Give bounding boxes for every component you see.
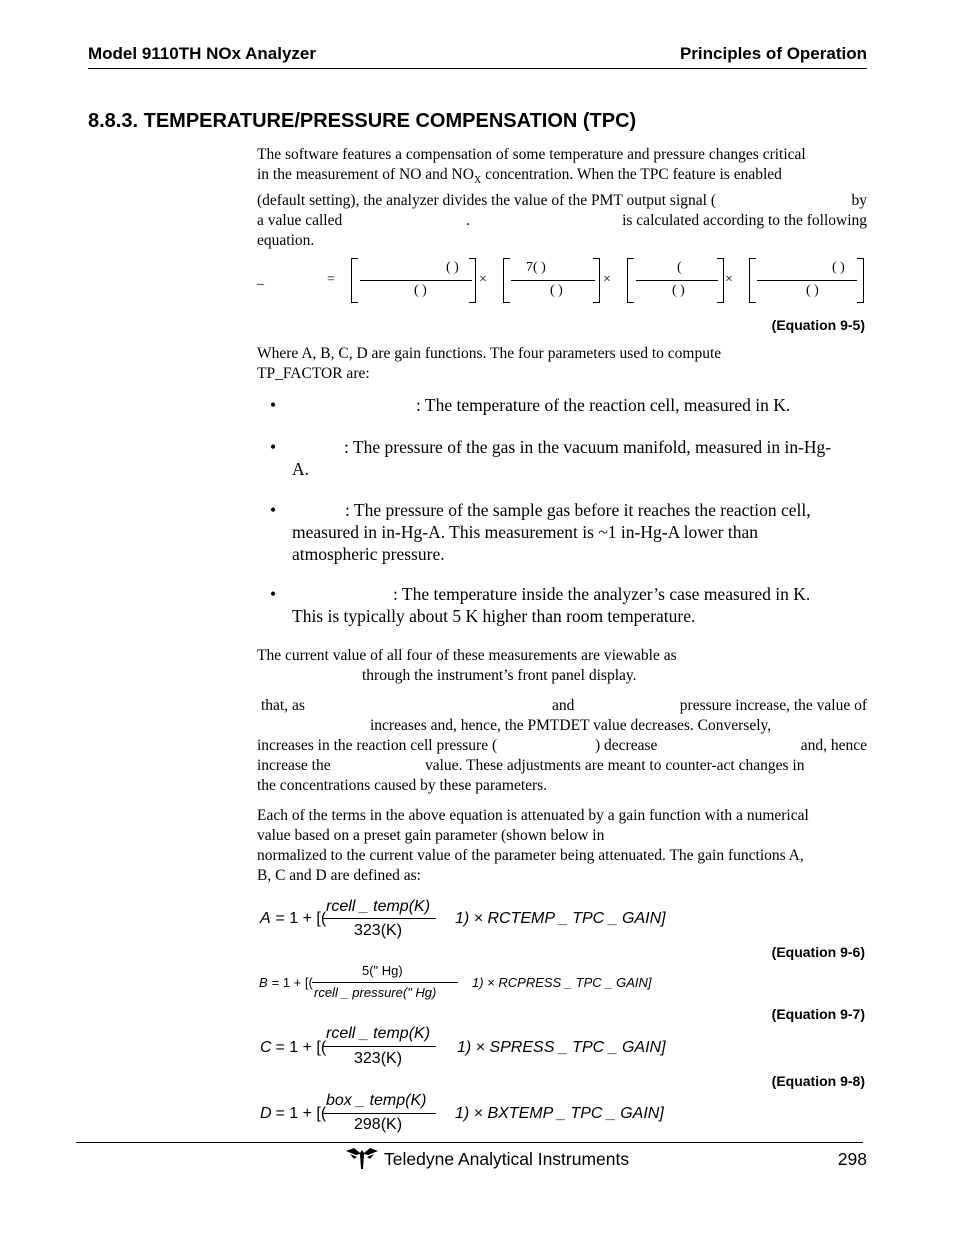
- intro-line-4: [257, 211, 867, 231]
- bracket-right-2: [593, 258, 600, 303]
- f2-fraction-line: [511, 280, 595, 281]
- eq-a-numerator: rcell _ temp(K): [326, 898, 431, 915]
- tpc-lhs: _: [257, 272, 264, 287]
- times-1: ×: [479, 272, 487, 287]
- that-line-1a: that, as: [261, 697, 305, 714]
- bullet-dot: •: [270, 395, 277, 415]
- where-line-1: Where A, B, C, D are gain functions. The four parameters used to compute: [257, 345, 722, 362]
- header-section: Principles of Operation: [679, 44, 867, 63]
- eq-c-tail: 1) × SPRESS _ TPC _ GAIN]: [457, 1039, 666, 1056]
- gain-paragraph: [257, 806, 867, 886]
- bullet-rcell-pressure-line-2: A.: [292, 459, 310, 479]
- bullet-sample-pressure-line-3: atmospheric pressure.: [292, 544, 445, 564]
- tpc-equals: =: [327, 272, 335, 287]
- intro-line-2: [257, 165, 867, 191]
- bracket-left-4: [749, 258, 756, 303]
- each-line-2: value based on a preset gain parameter (shown below in: [257, 827, 605, 844]
- bullet-dot: •: [270, 437, 277, 457]
- eq-c-numerator: rcell _ temp(K): [326, 1025, 431, 1042]
- f4-denominator: ( ): [806, 283, 819, 298]
- eq-c-lhs: C: [260, 1039, 272, 1056]
- intro-line-3: [257, 191, 867, 211]
- eq-b-lhs: B: [259, 975, 268, 990]
- intro-line-2a: in the measurement of NO and NO: [257, 166, 474, 183]
- that-line-3b: ) decrease: [595, 737, 658, 754]
- f2-numerator: 7( ): [526, 260, 546, 275]
- nox-subscript: X: [473, 175, 482, 187]
- eq-c-head: = 1 + [(: [271, 1039, 327, 1056]
- intro-line-5: equation.: [257, 232, 315, 250]
- f4-fraction-line: [757, 280, 857, 281]
- eq-b-denominator: rcell _ pressure(" Hg): [314, 985, 437, 1000]
- that-line-3a: increases in the reaction cell pressure (: [257, 737, 498, 754]
- each-line-4: B, C and D are defined as:: [257, 867, 421, 884]
- intro-line-4c: is calculated according to the following: [622, 212, 867, 230]
- bullet-box-temp-line-2: This is typically about 5 K higher than room temperature.: [292, 606, 696, 626]
- intro-line-3a: (default setting), the analyzer divides the value of the PMT output signal (: [257, 192, 716, 210]
- bullet-rcell-temp: : The temperature of the reaction cell, measured in K.: [416, 395, 791, 415]
- current-line-1: The current value of all four of these measurements are viewable as: [257, 647, 677, 664]
- eq-c-fraction-line: [322, 1046, 436, 1047]
- bracket-left-2: [503, 258, 510, 303]
- intro-line-1: The software features a compensation of some temperature and pressure changes critical: [257, 146, 806, 163]
- teledyne-logo-icon: [346, 1148, 378, 1170]
- eq-d-head: = 1 + [(: [271, 1105, 327, 1122]
- eq-a-fraction-line: [322, 918, 436, 919]
- eq-d-denominator: 298(K): [354, 1116, 403, 1133]
- eq-b-numerator: 5(" Hg): [362, 963, 403, 978]
- that-line-1: [257, 696, 867, 716]
- eq-a-tail: 1) × RCTEMP _ TPC _ GAIN]: [455, 910, 666, 927]
- eq-a-head: = 1 + [(: [271, 910, 327, 927]
- bullet-dot: •: [270, 500, 277, 520]
- header-rule: [88, 68, 867, 69]
- eq-d-fraction-line: [322, 1113, 436, 1114]
- f1-fraction-line: [360, 280, 472, 281]
- times-3: ×: [725, 272, 733, 287]
- f4-numerator: ( ): [832, 260, 845, 275]
- f3-fraction-line: [636, 280, 718, 281]
- eq-a-lhs: A: [260, 910, 271, 927]
- that-line-1b: and: [552, 697, 575, 714]
- f1-numerator: ( ): [446, 260, 459, 275]
- section-title: 8.8.3. TEMPERATURE/PRESSURE COMPENSATION (TPC): [88, 110, 637, 132]
- equation-label-9-7: (Equation 9-7): [771, 1006, 865, 1022]
- intro-paragraph: [257, 145, 867, 251]
- eq-b-head: = 1 + [(: [268, 975, 313, 990]
- times-2: ×: [603, 272, 611, 287]
- intro-line-2b: concentration. When the TPC feature is enabled: [481, 166, 782, 183]
- bracket-right-4: [857, 258, 864, 303]
- equation-label-9-6: (Equation 9-6): [771, 944, 865, 960]
- page-number: 298: [837, 1149, 867, 1169]
- bracket-left-1: [351, 258, 358, 303]
- where-paragraph: [257, 344, 867, 384]
- that-line-4: [257, 756, 867, 776]
- f3-numerator: (: [677, 260, 682, 275]
- each-line-1: Each of the terms in the above equation is attenuated by a gain function with a numerical: [257, 807, 809, 824]
- intro-line-3b: by: [851, 192, 867, 210]
- eq-b-fraction-line: [312, 982, 458, 983]
- that-line-1c: pressure increase, the value of: [679, 697, 867, 714]
- f1-denominator: ( ): [414, 283, 427, 298]
- header-title: Model 9110TH NOx Analyzer: [88, 44, 317, 63]
- equation-label-9-8: (Equation 9-8): [771, 1073, 865, 1089]
- eq-d-tail: 1) × BXTEMP _ TPC _ GAIN]: [455, 1105, 664, 1122]
- bullet-box-temp-line-1: : The temperature inside the analyzer’s case measured in K.: [393, 584, 811, 604]
- compensation-paragraph: [257, 696, 867, 796]
- equation-label-9-5: (Equation 9-5): [771, 317, 865, 333]
- eq-a-denominator: 323(K): [354, 922, 403, 939]
- f3-denominator: ( ): [672, 283, 685, 298]
- bullet-sample-pressure-line-2: measured in in-Hg-A. This measurement is ~1 in-Hg-A lower than: [292, 522, 758, 542]
- footer-company: Teledyne Analytical Instruments: [384, 1149, 630, 1169]
- current-line-2: through the instrument’s front panel display.: [362, 667, 637, 684]
- that-line-3c: and, hence: [800, 737, 867, 754]
- footer-rule: [76, 1142, 863, 1143]
- eq-b-tail: 1) × RCPRESS _ TPC _ GAIN]: [472, 975, 652, 990]
- current-paragraph: [257, 646, 677, 686]
- where-line-2: TP_FACTOR are:: [257, 365, 370, 382]
- intro-line-4a: a value called: [257, 212, 343, 230]
- bullet-rcell-pressure-line-1: : The pressure of the gas in the vacuum manifold, measured in in-Hg-: [344, 437, 832, 457]
- that-line-4a: increase the: [257, 757, 331, 774]
- intro-line-4b: .: [466, 212, 470, 230]
- that-line-5: the concentrations caused by these parameters.: [257, 777, 548, 794]
- bracket-right-3: [717, 258, 724, 303]
- eq-c-denominator: 323(K): [354, 1050, 403, 1067]
- eq-d-numerator: box _ temp(K): [326, 1092, 427, 1109]
- bracket-left-3: [627, 258, 634, 303]
- bullet-sample-pressure-line-1: : The pressure of the sample gas before it reaches the reaction cell,: [345, 500, 811, 520]
- that-line-4b: value. These adjustments are meant to counter-act changes in: [425, 757, 805, 774]
- that-line-2: increases and, hence, the PMTDET value decreases. Conversely,: [370, 717, 772, 734]
- f2-denominator: ( ): [550, 283, 563, 298]
- bracket-right-1: [469, 258, 476, 303]
- bullet-dot: •: [270, 584, 277, 604]
- each-line-3: normalized to the current value of the parameter being attenuated. The gain functions A,: [257, 847, 804, 864]
- eq-d-lhs: D: [260, 1105, 272, 1122]
- that-line-3: [257, 736, 867, 756]
